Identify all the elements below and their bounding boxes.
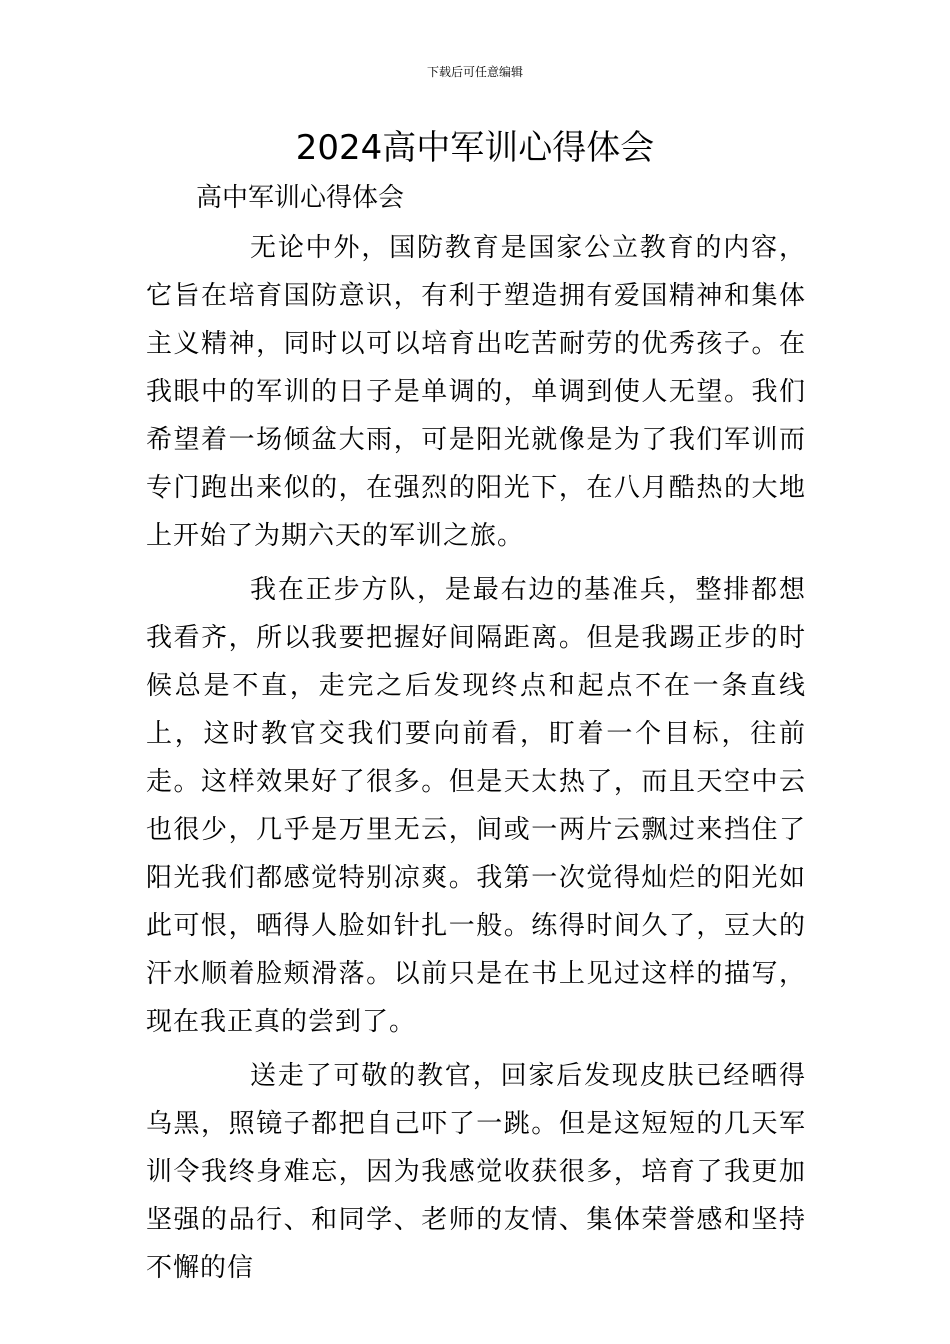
document-subtitle: 高中军训心得体会 [196,183,405,213]
document-body [146,224,806,1298]
header-note: 下载后可任意编辑 [426,65,523,79]
body-paragraph: 送走了可敬的教官，回家后发现皮肤已经晒得乌黑，照镜子都把自己吓了一跳。但是这短短的几天军训令我终身难忘，因为我感觉收获很多，培育了我更加坚强的品行、和同学、老师的友情、集体荣誉感和坚持不懈的信 [146,1061,806,1283]
body-paragraph: 我在正步方队，是最右边的基准兵，整排都想我看齐，所以我要把握好间隔距离。但是我踢正步的时候总是不直，走完之后发现终点和起点不在一条直线上，这时教官交我们要向前看，盯着一个目标，往前走。这样效果好了很多。但是天太热了，而且天空中云也很少，几乎是万里无云，间或一两片云飘过来挡住了阳光我们都感觉特别凉爽。我第一次觉得灿烂的阳光如此可恨，晒得人脸如针扎一般。练得时间久了，豆大的汗水顺着脸颊滑落。以前只是在书上见过这样的描写，现在我正真的尝到了。 [146,575,806,1037]
document-title: 2024高中军训心得体会 [295,128,655,168]
body-paragraph: 无论中外，国防教育是国家公立教育的内容，它旨在培育国防意识，有利于塑造拥有爱国精神和集体主义精神，同时以可以培育出吃苦耐劳的优秀孩子。在我眼中的军训的日子是单调的，单调到使人无望。我们希望着一场倾盆大雨，可是阳光就像是为了我们军训而专门跑出来似的，在强烈的阳光下，在八月酷热的大地上开始了为期六天的军训之旅。 [146,233,806,551]
